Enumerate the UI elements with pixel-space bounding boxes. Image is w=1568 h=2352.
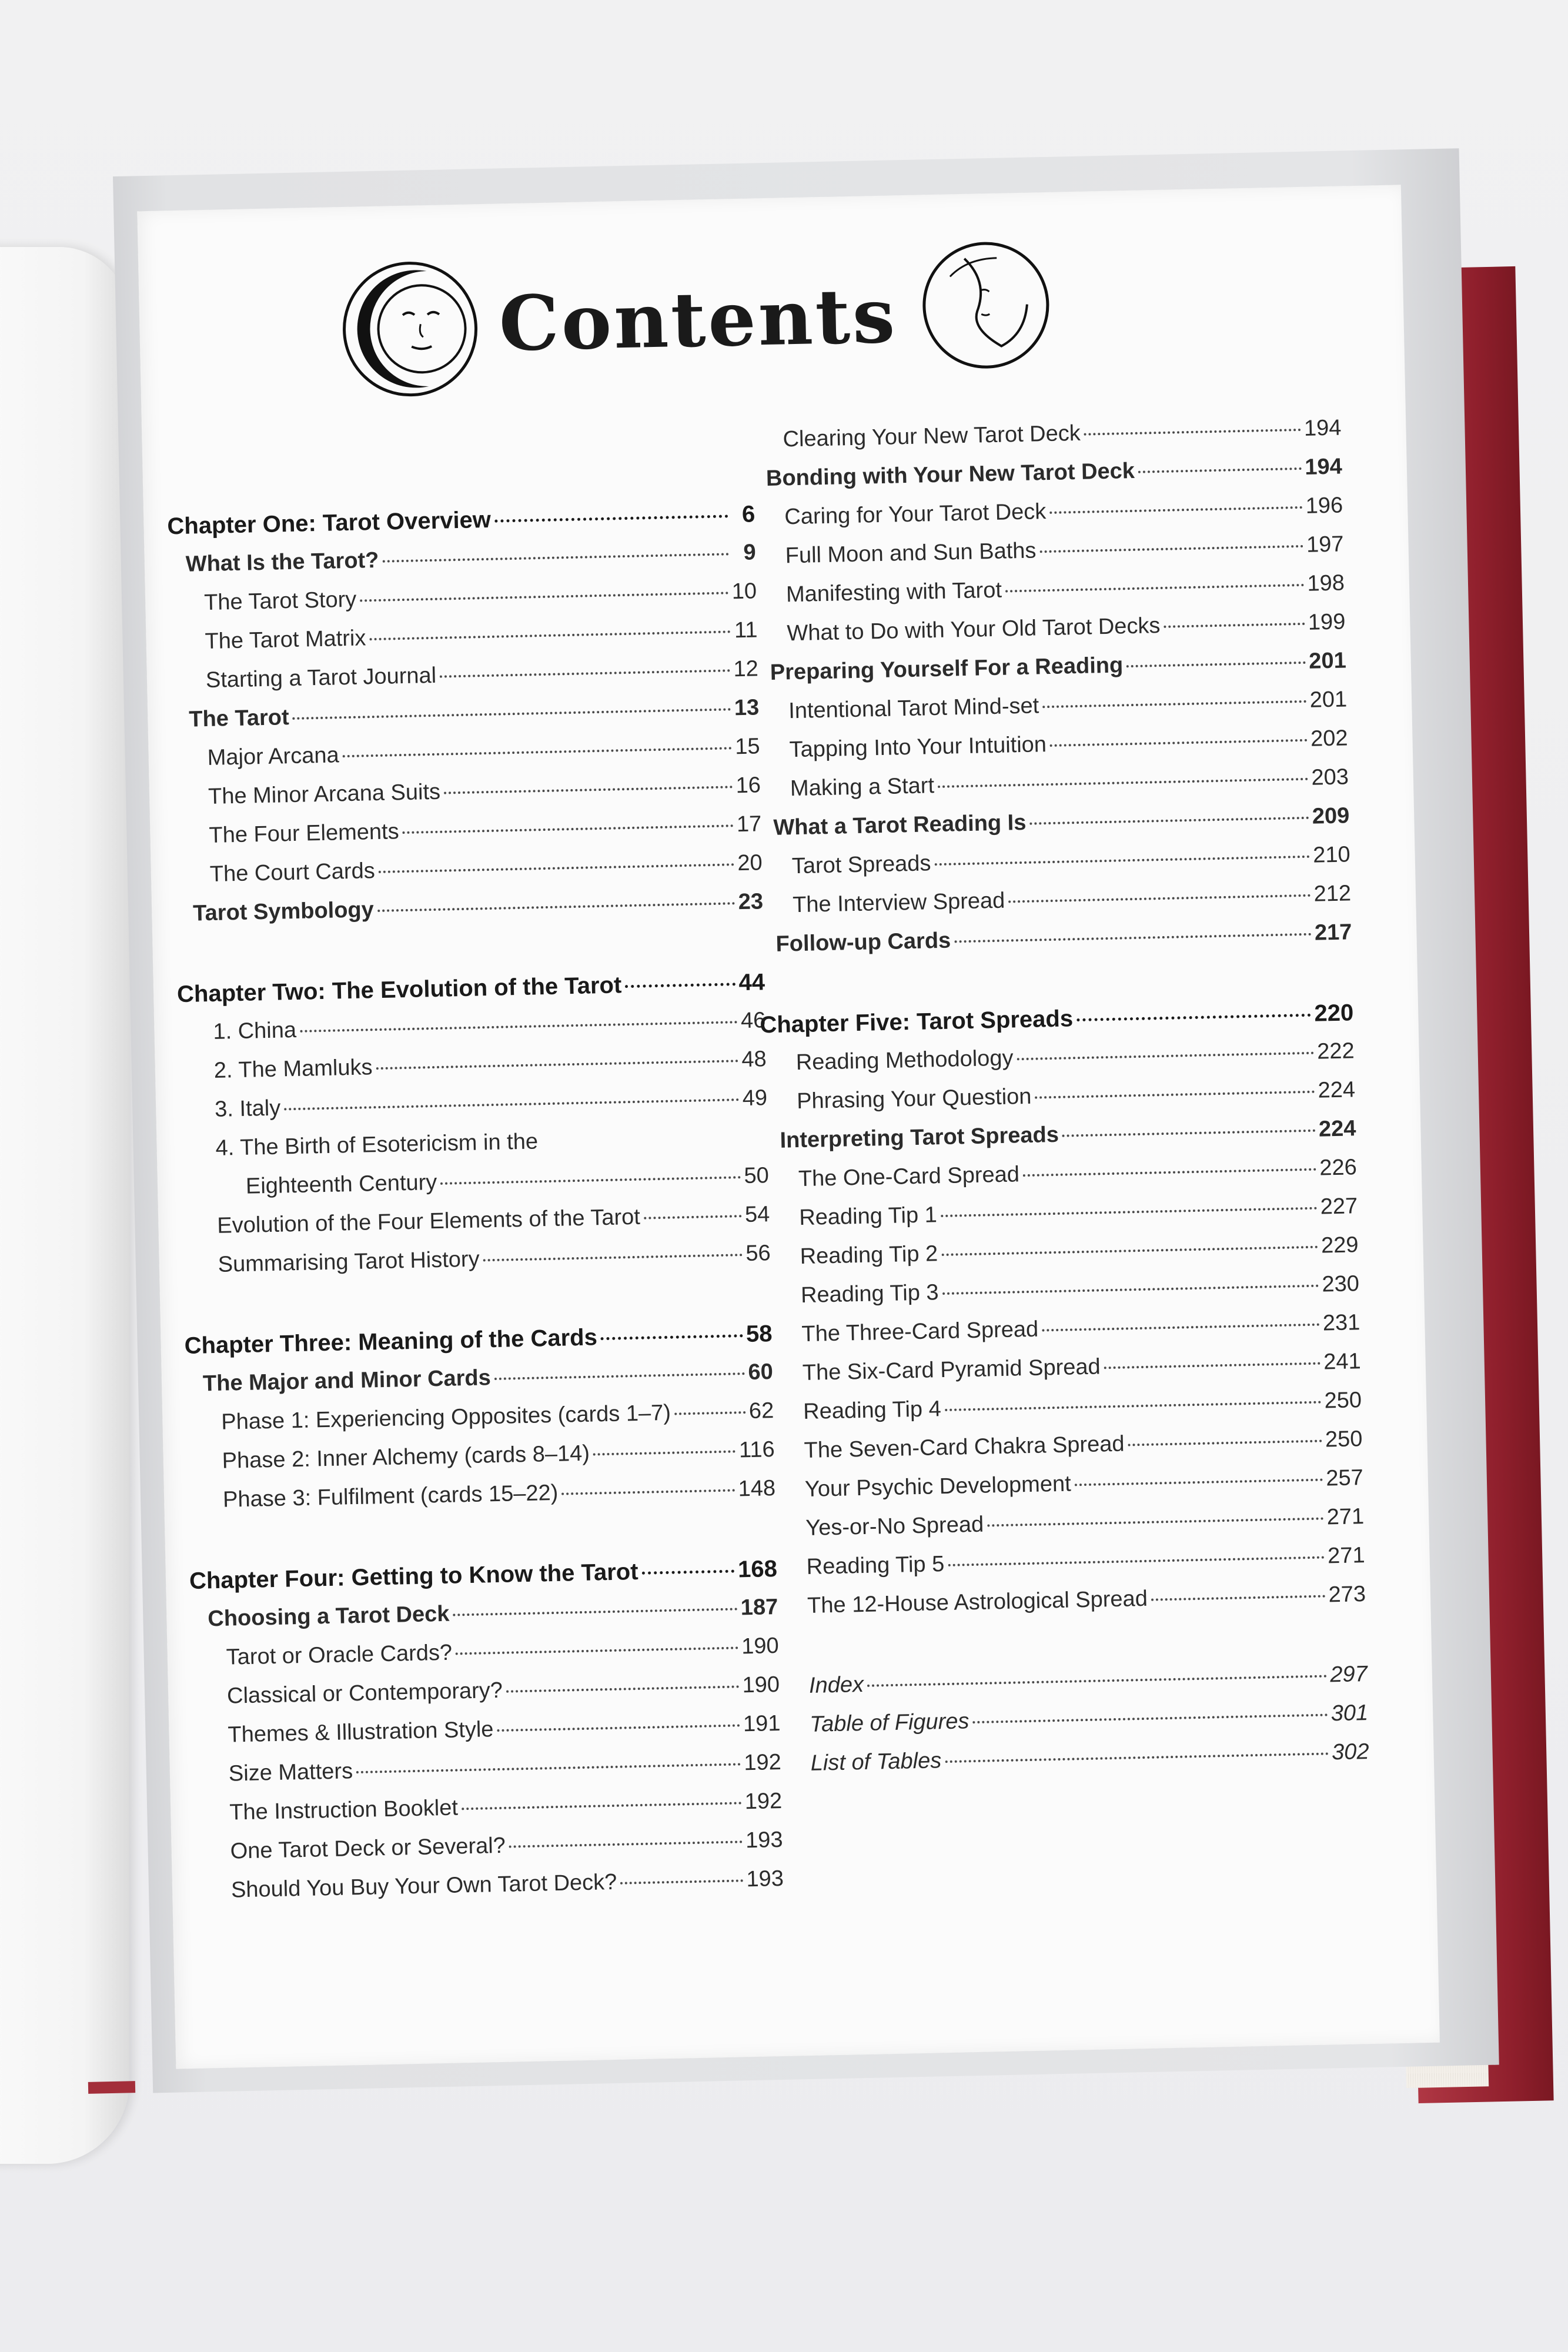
toc-entry-label: Tapping Into Your Intuition (789, 732, 1047, 763)
toc-entry-page-number: 257 (1325, 1465, 1364, 1491)
toc-entry-page-number: 250 (1325, 1426, 1363, 1452)
dot-leader (934, 856, 1309, 866)
toc-entry-label: The Three-Card Spread (801, 1317, 1039, 1347)
toc-entry-page-number: 226 (1319, 1155, 1358, 1181)
left-page-curl (0, 247, 129, 2164)
toc-entry-label: The Tarot (188, 705, 290, 732)
toc-entry-page-number: 17 (736, 811, 762, 837)
toc-entry-label: Yes-or-No Spread (805, 1512, 984, 1541)
dot-leader (972, 1713, 1327, 1723)
toc-entry-page-number: 271 (1326, 1504, 1365, 1530)
toc-entry-page-number: 15 (734, 734, 760, 760)
dot-leader (1126, 662, 1305, 667)
dot-leader (948, 1556, 1324, 1566)
toc-entry-page-number: 54 (744, 1202, 770, 1228)
toc-entry-label: Chapter One: Tarot Overview (167, 506, 492, 540)
toc-entry-page-number: 210 (1312, 842, 1351, 868)
dot-leader (379, 863, 734, 873)
toc-entry-label: Chapter Two: The Evolution of the Tarot (176, 972, 622, 1008)
toc-entry-page-number: 49 (742, 1085, 768, 1111)
dot-leader (1008, 894, 1310, 903)
toc-entry-page-number: 230 (1322, 1271, 1360, 1297)
dot-leader (987, 1518, 1323, 1527)
dot-leader (483, 1254, 743, 1261)
spine-corner (88, 2081, 135, 2094)
dot-leader (938, 778, 1308, 788)
dot-leader (1049, 506, 1302, 514)
toc-entry-label: Chapter Four: Getting to Know the Tarot (189, 1558, 638, 1594)
dot-leader (403, 824, 734, 834)
toc-entry-label: The Major and Minor Cards (202, 1365, 492, 1396)
toc-entry-page-number: 194 (1303, 415, 1342, 441)
moon-profile-icon (914, 233, 1058, 377)
page-title: Contents (498, 272, 898, 369)
toc-entry-label: Phase 3: Fulfilment (cards 15–22) (222, 1480, 559, 1512)
dot-leader (382, 553, 728, 562)
toc-entry-page-number: 224 (1318, 1116, 1356, 1142)
toc-entry-label: The Seven-Card Chakra Spread (804, 1431, 1125, 1464)
toc-entry-page-number: 197 (1306, 532, 1344, 557)
dot-leader (642, 1570, 735, 1575)
toc-entry-label: Your Psychic Development (804, 1471, 1072, 1502)
toc-entry-label: What a Tarot Reading Is (773, 810, 1027, 840)
toc-entry-label: Phrasing Your Question (796, 1084, 1032, 1114)
toc-entry-label: Tarot Symbology (192, 897, 375, 926)
toc-entry-label: Tarot or Oracle Cards? (226, 1640, 453, 1670)
dot-leader (1075, 1479, 1323, 1486)
toc-entry-label: The Instruction Booklet (229, 1795, 459, 1825)
dot-leader (462, 1802, 741, 1810)
toc-entry-label: Reading Tip 5 (806, 1552, 945, 1579)
toc-entry-label: Phase 1: Experiencing Opposites (cards 1–7) (220, 1400, 671, 1435)
toc-entry-page-number: 199 (1308, 609, 1346, 635)
dot-leader (954, 933, 1311, 943)
toc-entry-page-number: 201 (1309, 687, 1348, 713)
dot-leader (644, 1215, 741, 1219)
toc-entry-label: Tarot Spreads (791, 851, 931, 879)
toc-entry-page-number: 187 (740, 1595, 778, 1621)
toc-entry-label: Classical or Contemporary? (226, 1678, 503, 1709)
toc-entry-label: Evolution of the Four Elements of the Tarot (216, 1204, 641, 1238)
toc-entry-label: 2. The Mamluks (213, 1055, 373, 1083)
toc-entry-label: Starting a Tarot Journal (205, 663, 437, 693)
toc-entry-label: Interpreting Tarot Spreads (780, 1122, 1059, 1153)
toc-entry-page-number: 16 (735, 773, 761, 799)
toc-entry-page-number: 209 (1312, 803, 1350, 829)
toc-entry-label: The 12-House Astrological Spread (807, 1586, 1148, 1618)
toc-entry-label: Eighteenth Century (245, 1170, 437, 1199)
dot-leader (376, 1060, 738, 1070)
toc-entry-page-number: 168 (737, 1556, 778, 1583)
dot-leader (377, 902, 735, 912)
toc-entry-page-number: 196 (1305, 493, 1343, 519)
toc-entry-page-number: 50 (744, 1163, 770, 1189)
contents-header (138, 238, 1423, 417)
dot-leader (509, 1840, 742, 1847)
dot-leader (945, 1401, 1321, 1411)
toc-entry-page-number: 56 (745, 1241, 771, 1267)
toc-entry-label: Reading Tip 4 (803, 1396, 942, 1425)
dot-leader (293, 708, 731, 720)
toc-entry-page-number: 227 (1320, 1194, 1358, 1220)
toc-entry-label: Making a Start (790, 773, 935, 801)
toc-entry-page-number: 202 (1310, 726, 1348, 751)
toc-entry-page-number: 273 (1328, 1582, 1366, 1608)
dot-leader (1151, 1595, 1325, 1601)
dot-leader (620, 1879, 743, 1884)
dot-leader (625, 983, 735, 988)
toc-entry-page-number: 201 (1308, 648, 1347, 674)
dot-leader (1039, 545, 1303, 553)
dot-leader (1128, 1440, 1322, 1446)
dot-leader (440, 1176, 740, 1185)
toc-entry-label: Summarising Tarot History (218, 1247, 480, 1277)
toc-entry-page-number: 44 (738, 969, 765, 996)
toc-entry-label: Clearing Your New Tarot Deck (783, 420, 1081, 452)
toc-entry-page-number: 23 (738, 889, 764, 915)
dot-leader (1062, 1130, 1315, 1137)
dot-leader (941, 1246, 1318, 1256)
toc-entry-label: Size Matters (228, 1759, 353, 1786)
toc-entry-label: The Court Cards (209, 858, 376, 887)
toc-entry-label: The Six-Card Pyramid Spread (802, 1354, 1101, 1386)
toc-entry-label: Intentional Tarot Mind-set (788, 693, 1039, 724)
toc-entry-page-number: 229 (1320, 1232, 1359, 1258)
dot-leader (1050, 739, 1307, 747)
toc-entry-page-number: 48 (741, 1047, 767, 1073)
dot-leader (360, 592, 728, 602)
dot-leader (1005, 584, 1304, 593)
toc-entry-label: Preparing Yourself For a Reading (770, 653, 1124, 685)
dot-leader (494, 514, 728, 522)
toc-entry-page-number: 231 (1322, 1310, 1360, 1336)
toc-entry-label: Chapter Five: Tarot Spreads (760, 1005, 1074, 1038)
toc-entry-page-number: 116 (738, 1437, 775, 1463)
toc-entry-page-number: 194 (1304, 454, 1343, 480)
toc-left-column (167, 501, 784, 1917)
toc-right-column (747, 416, 1369, 1791)
toc-entry-label: Bonding with Your New Tarot Deck (765, 458, 1135, 492)
dot-leader (561, 1489, 734, 1495)
toc-entry-page-number: 222 (1316, 1038, 1355, 1064)
toc-entry-page-number: 58 (745, 1321, 773, 1348)
toc-entry-page-number: 241 (1323, 1349, 1362, 1375)
toc-entry-page-number: 193 (746, 1866, 784, 1892)
toc-entry-page-number: 212 (1313, 881, 1352, 907)
toc-entry-label: Reading Tip 1 (798, 1202, 938, 1231)
dot-leader (674, 1411, 745, 1415)
contents-page (118, 148, 1498, 2093)
dot-leader (356, 1763, 740, 1773)
dot-leader (1084, 429, 1300, 436)
toc-entry-page-number: 192 (744, 1788, 783, 1815)
toc-entry-page-number: 6 (741, 501, 755, 527)
dot-leader (1023, 1168, 1316, 1177)
dot-leader (343, 747, 732, 757)
dot-leader (941, 1207, 1317, 1217)
dot-leader (601, 1334, 743, 1340)
toc-entry-page-number: 9 (743, 540, 757, 565)
toc-entry-page-number: 191 (743, 1710, 781, 1737)
toc-entry-page-number: 148 (738, 1476, 776, 1502)
toc-entry-label: 4. The Birth of Esotericism in the (215, 1129, 539, 1161)
toc-entry-page-number: 193 (745, 1827, 783, 1853)
toc-entry-page-number: 12 (733, 656, 759, 682)
toc-entry-label: Major Arcana (207, 743, 340, 771)
crescent-moon-face-icon (338, 257, 482, 401)
toc-entry-label: The Four Elements (209, 819, 400, 848)
toc-entry-label: Follow-up Cards (775, 928, 951, 957)
toc-entry-page-number: 301 (1330, 1700, 1369, 1726)
toc-entry-page-number: 217 (1314, 920, 1352, 946)
toc-entry-page-number: 250 (1324, 1388, 1362, 1414)
dot-leader (945, 1752, 1328, 1763)
dot-leader (453, 1608, 737, 1616)
toc-entry-page-number: 224 (1318, 1077, 1356, 1103)
toc-entry-label: Should You Buy Your Own Tarot Deck? (230, 1869, 617, 1903)
toc-entry-page-number: 198 (1307, 570, 1345, 596)
toc-entry-label: Reading Tip 2 (800, 1241, 938, 1269)
toc-entry-label: The Tarot Matrix (205, 626, 366, 654)
toc-entry-page-number: 220 (1314, 1000, 1354, 1027)
toc-entry-label: The Minor Arcana Suits (208, 779, 441, 809)
toc-entry-page-number: 62 (748, 1398, 774, 1424)
toc-entry-page-number: 271 (1327, 1543, 1366, 1569)
toc-entry-label: Full Moon and Sun Baths (785, 538, 1037, 569)
dot-leader (1035, 1091, 1314, 1099)
toc-entry-page-number: 203 (1311, 764, 1349, 790)
toc-entry-page-number: 46 (740, 1008, 766, 1034)
toc-entry-page-number: 190 (742, 1672, 780, 1698)
dot-leader (1138, 467, 1302, 473)
toc-entry-page-number: 302 (1331, 1739, 1370, 1765)
toc-entry-label: Phase 2: Inner Alchemy (cards 8–14) (222, 1441, 590, 1474)
dot-leader (440, 669, 730, 677)
dot-leader (942, 1285, 1319, 1295)
toc-entry-label: List of Tables (810, 1748, 942, 1776)
dot-leader (369, 630, 730, 640)
dot-leader (1104, 1362, 1320, 1369)
dot-leader (593, 1450, 735, 1455)
toc-entry-label: Choosing a Tarot Deck (207, 1601, 450, 1632)
dot-leader (1017, 1052, 1313, 1061)
dot-leader (300, 1021, 737, 1033)
toc-entry-page-number: 297 (1329, 1662, 1368, 1688)
dot-leader (444, 786, 733, 794)
dot-leader (494, 1372, 745, 1380)
toc-entry-label: The One-Card Spread (798, 1162, 1020, 1192)
toc-entry-page-number: 20 (737, 850, 763, 876)
toc-entry-label: What Is the Tarot? (185, 547, 379, 577)
toc-entry-label: Manifesting with Tarot (785, 577, 1002, 607)
toc-entry-label: Index (808, 1672, 864, 1698)
dot-leader (1042, 700, 1306, 708)
dot-leader (1029, 817, 1309, 825)
dot-leader (506, 1685, 739, 1692)
toc-entry-label: Table of Figures (809, 1709, 969, 1737)
toc-entry-label: Themes & Illustration Style (228, 1717, 494, 1748)
toc-entry-page-number: 190 (741, 1633, 780, 1659)
dot-leader (1042, 1324, 1319, 1332)
toc-entry-label: 1. China (213, 1017, 297, 1044)
dot-leader (867, 1675, 1327, 1686)
toc-entry-page-number: 60 (748, 1359, 774, 1385)
toc-entry-page-number: 10 (731, 579, 757, 604)
toc-entry-page-number: 11 (734, 617, 758, 643)
dot-leader (284, 1098, 739, 1110)
toc-entry-page-number: 13 (734, 695, 760, 721)
dot-leader (497, 1724, 740, 1732)
toc-entry-label: Caring for Your Tarot Deck (784, 499, 1047, 530)
toc-entry-label: Reading Methodology (795, 1045, 1014, 1075)
toc-entry-label: The Interview Spread (792, 888, 1005, 918)
dot-leader (1076, 1014, 1311, 1021)
toc-entry-page-number: 192 (743, 1749, 782, 1776)
dot-leader (1164, 623, 1305, 628)
toc-entry-label: Chapter Three: Meaning of the Cards (184, 1324, 598, 1359)
toc-entry-label: The Tarot Story (203, 587, 357, 616)
toc-entry-label: Reading Tip 3 (800, 1280, 939, 1308)
toc-entry-label: What to Do with Your Old Tarot Decks (787, 613, 1161, 646)
toc-entry-label: One Tarot Deck or Several? (230, 1833, 506, 1864)
page-body (137, 185, 1440, 2069)
dot-leader (456, 1646, 738, 1655)
toc-entry-label: 3. Italy (214, 1095, 281, 1122)
